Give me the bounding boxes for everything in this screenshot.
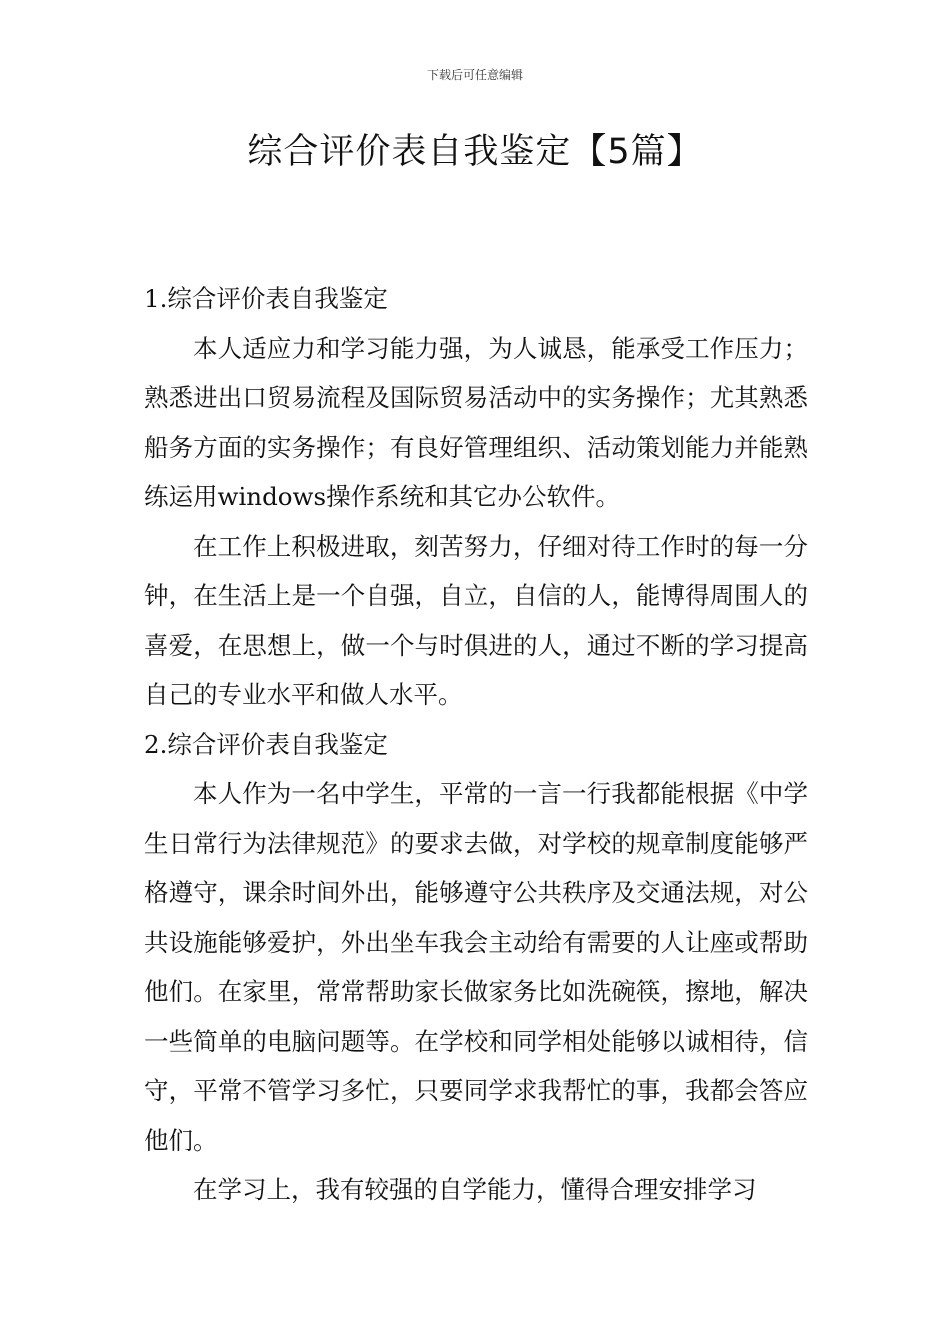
header-note: 下载后可任意编辑 bbox=[426, 68, 523, 82]
paragraph: 在工作上积极进取，刻苦努力，仔细对待工作时的每一分钟，在生活上是一个自强，自立，自信的人，能博得周围人的喜爱，在思想上，做一个与时俱进的人，通过不断的学习提高自己的专业水平和做人水平。 bbox=[144, 531, 808, 709]
document-title: 综合评价表自我鉴定【5篇】 bbox=[247, 132, 703, 172]
paragraph: 本人适应力和学习能力强，为人诚恳，能承受工作压力；熟悉进出口贸易流程及国际贸易活动中的实务操作；尤其熟悉船务方面的实务操作；有良好管理组织、活动策划能力并能熟练运用windows操作系统和其它办公软件。 bbox=[144, 333, 808, 511]
document-body bbox=[144, 274, 808, 1215]
section-2 bbox=[144, 720, 808, 1215]
paragraph: 在学习上，我有较强的自学能力，懂得合理安排学习 bbox=[193, 1175, 757, 1204]
section-heading: 2.综合评价表自我鉴定 bbox=[144, 729, 388, 759]
section-1 bbox=[144, 274, 808, 720]
paragraph: 本人作为一名中学生，平常的一言一行我都能根据《中学生日常行为法律规范》的要求去做，对学校的规章制度能够严格遵守，课余时间外出，能够遵守公共秩序及交通法规，对公共设施能够爱护，外出坐车我会主动给有需要的人让座或帮助他们。在家里，常常帮助家长做家务比如洗碗筷，擦地，解决一些简单的电脑问题等。在学校和同学相处能够以诚相待，信守，平常不管学习多忙，只要同学求我帮忙的事，我都会答应他们。 bbox=[144, 779, 808, 1155]
section-heading: 1.综合评价表自我鉴定 bbox=[144, 284, 388, 313]
